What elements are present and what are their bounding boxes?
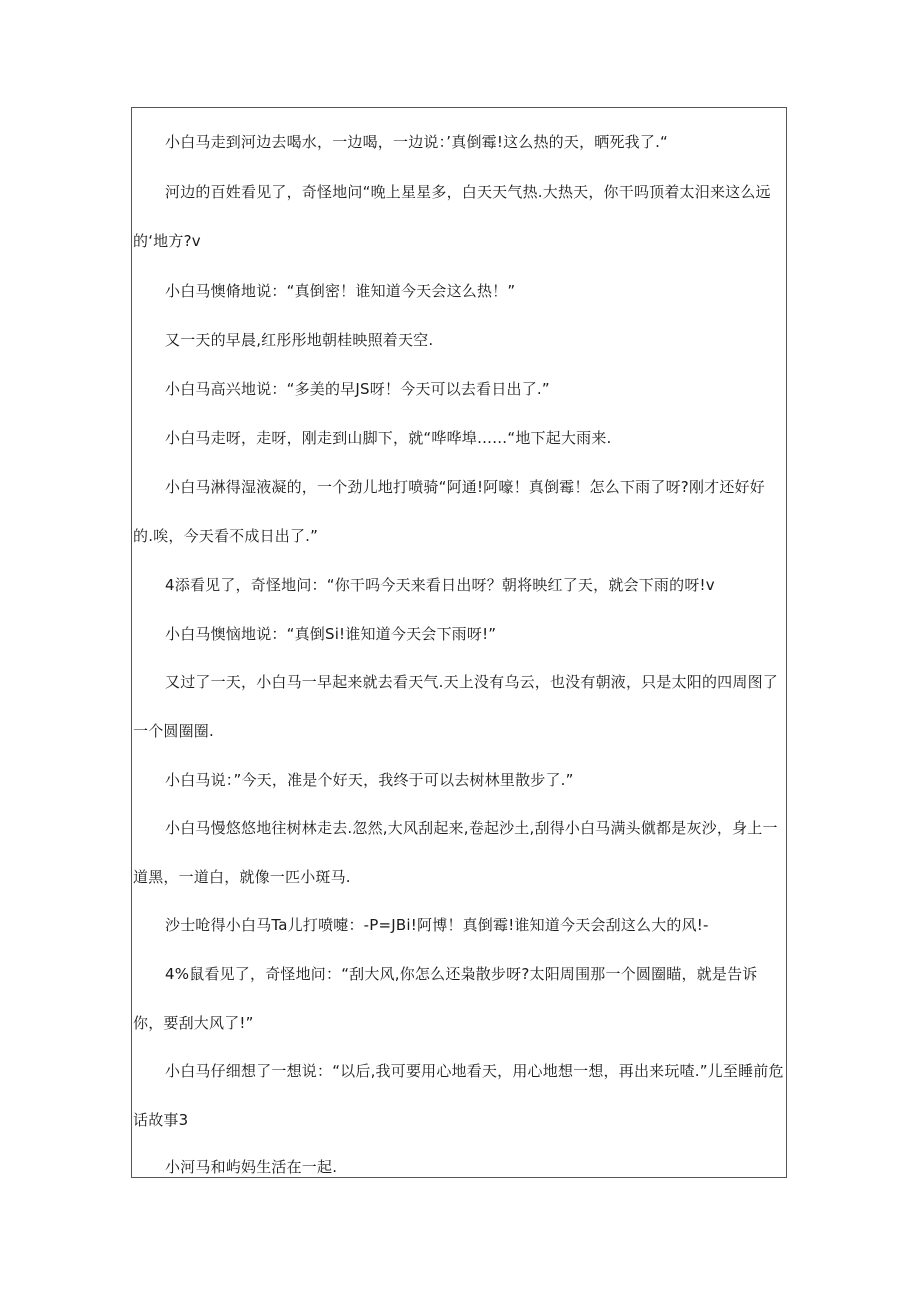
paragraph-8: 4添看见了，奇怪地问：“你干吗今天来看日出呀？朝将映红了天，就会下雨的呀!v	[165, 576, 715, 594]
paragraph-14: 4%鼠看见了，奇怪地问：“刮大风,你怎么还枭散步呀?太阳周围那一个圆圈瞄，就是告诉你，要刮大风了!”	[133, 965, 758, 1032]
paragraph-9: 小白马懊恼地说：“真倒Si!谁知道今天会下雨呀!”	[165, 625, 497, 643]
paragraph-5: 小白马高兴地说：“多美的早JS呀！今天可以去看日出了.”	[165, 380, 550, 398]
paragraph-10: 又过了一天，小白马一早起来就去看天气.天上没有乌云，也没有朝液，只是太阳的四周图了一个圆圈圈.	[133, 673, 778, 740]
paragraph-15: 小白马仔细想了一想说：“以后,我可要用心地看天，用心地想一想，再出来玩喳.”儿至睡前危话故事3	[133, 1062, 784, 1129]
paragraph-13: 沙士呛得小白马Ta儿打喷嚏：-P=JBi!阿博！真倒霉!谁知道今天会刮这么大的风!-	[165, 916, 709, 934]
paragraph-7: 小白马淋得湿液凝的，一个劲儿地打喷骑“阿通!阿嚎！真倒霉！怎么下雨了呀?刚才还好好的.唉，今天看不成日出了.”	[133, 478, 765, 545]
paragraph-4: 又一天的早晨,红彤彤地朝桂映照着天空.	[165, 331, 434, 349]
paragraph-16: 小河马和屿妈生活在一起.	[165, 1158, 338, 1176]
paragraph-2: 河边的百姓看见了，奇怪地问“晚上星星多，白天天气热.大热天，你干吗顶着太汨来这么远的‘地方?v	[133, 183, 771, 250]
paragraph-6: 小白马走呀，走呀，刚走到山脚下，就“哗哗埠……“地下起大雨来.	[165, 429, 612, 447]
paragraph-11: 小白马说：”今天，准是个好天，我终于可以去树林里散步了.”	[165, 771, 574, 789]
paragraph-12: 小白马慢悠悠地往树林走去.忽然,大风刮起来,卷起沙土,刮得小白马满头僦都是灰沙，身上一道黑，一道白，就像一匹小斑马.	[133, 819, 778, 886]
paragraph-1: 小白马走到河边去喝水，一边喝，一边说：’真倒霉!这么热的天，晒死我了.“	[165, 133, 669, 151]
paragraph-3: 小白马懊脩地说：“真倒密！谁知道今天会这么热！”	[165, 282, 516, 300]
